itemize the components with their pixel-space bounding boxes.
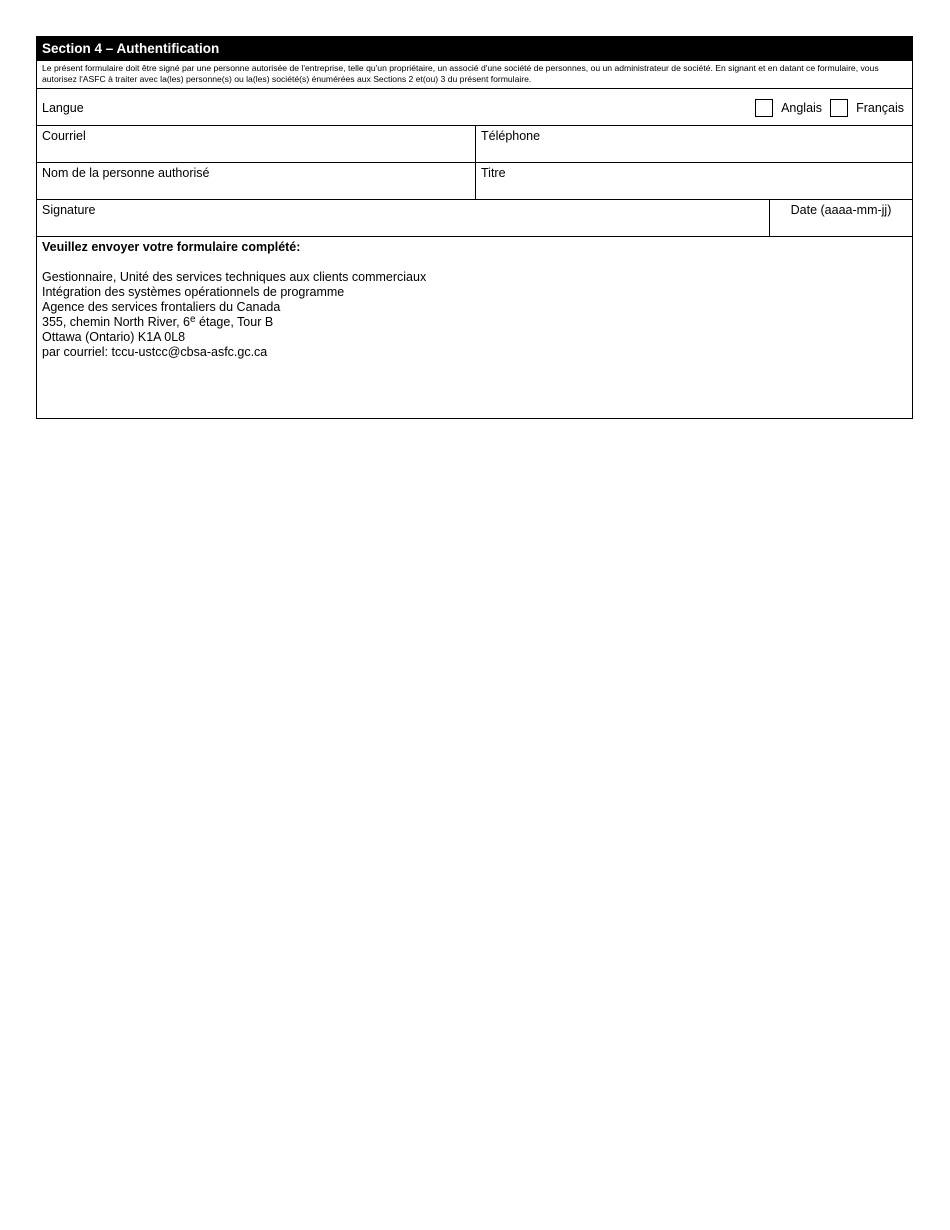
contact-row: [37, 126, 912, 163]
address-line: Agence des services frontaliers du Canada: [42, 300, 281, 314]
title-label: Titre: [481, 166, 506, 180]
language-label: Langue: [42, 101, 84, 115]
language-row: [37, 89, 912, 126]
mailing-address-block: [37, 237, 912, 418]
address-line: Intégration des systèmes opérationnels de programme: [42, 285, 345, 299]
anglais-label: Anglais: [781, 101, 823, 115]
address-heading: Veuillez envoyer votre formulaire complété:: [42, 240, 301, 254]
authentication-form: [36, 36, 913, 419]
phone-field[interactable]: [475, 126, 912, 162]
section-title: Section 4 – Authentification: [37, 37, 912, 61]
street-address-line: [42, 315, 907, 330]
address-line: Ottawa (Ontario) K1A 0L8: [42, 330, 186, 344]
signature-row: [37, 200, 912, 237]
date-label: Date (aaaa-mm-jj): [790, 203, 892, 217]
name-row: [37, 163, 912, 200]
signature-field[interactable]: [37, 200, 769, 236]
street-address-end: étage, Tour B: [195, 315, 274, 329]
date-field[interactable]: [769, 200, 912, 236]
email-address-line: par courriel: tccu-ustcc@cbsa-asfc.gc.ca: [42, 345, 268, 359]
signature-label: Signature: [42, 203, 96, 217]
address-line: Gestionnaire, Unité des services techniques aux clients commerciaux: [42, 270, 427, 284]
anglais-checkbox[interactable]: [755, 99, 773, 117]
authorized-name-label: Nom de la personne authorisé: [42, 166, 210, 180]
floor-ordinal-suffix: e: [190, 314, 196, 325]
street-address-start: 355, chemin North River, 6: [42, 315, 190, 329]
language-options: [755, 89, 912, 125]
authorized-name-field[interactable]: [37, 163, 475, 199]
email-field[interactable]: [37, 126, 475, 162]
title-field[interactable]: [475, 163, 912, 199]
phone-label: Téléphone: [481, 129, 541, 143]
francais-label: Français: [856, 101, 904, 115]
email-label: Courriel: [42, 129, 86, 143]
francais-checkbox[interactable]: [830, 99, 848, 117]
section-intro: Le présent formulaire doit être signé par une personne autorisée de l'entreprise, telle qu'un propriétaire, un associé d'une société de personnes, ou un administrateur de société. En signant et en datant ce formulaire, vous autorisez l'ASFC à traiter avec la(les) personne(s) ou la(les) société(s) énumérées aux Sections 2 et(ou) 3 du présent formulaire.: [37, 61, 912, 89]
